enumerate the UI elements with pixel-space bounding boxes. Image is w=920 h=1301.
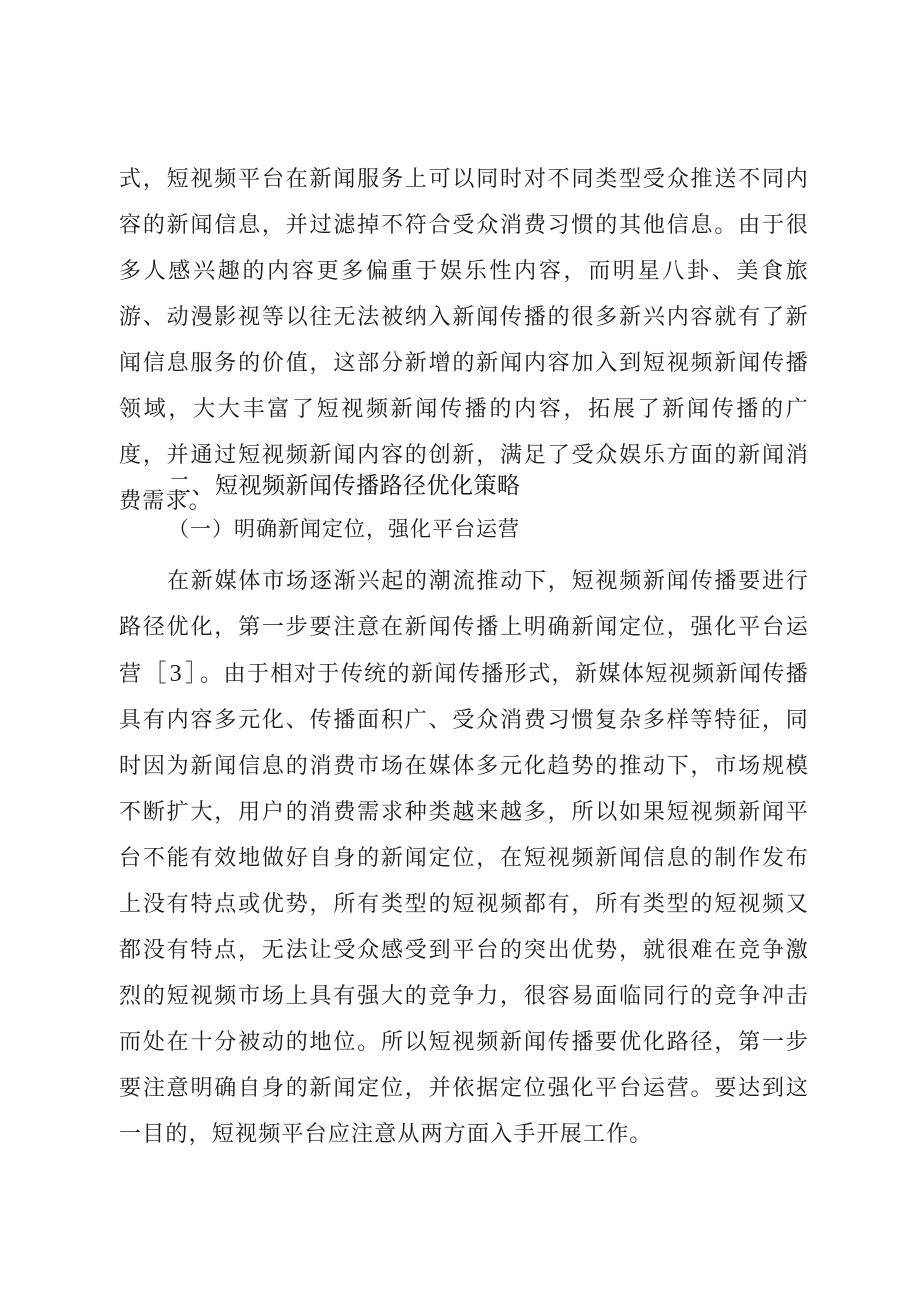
body-paragraph-continued: 式，短视频平台在新闻服务上可以同时对不同类型受众推送不同内容的新闻信息，并过滤掉不符合受众消费习惯的其他信息。由于很多人感兴趣的内容更多偏重于娱乐性内容，而明星八卦、美食旅游、动漫影视等以往无法被纳入新闻传播的很多新兴内容就有了新闻信息服务的价值，这部分新增的新闻内容加入到短视频新闻传播领域，大大丰富了短视频新闻传播的内容，拓展了新闻传播的广度，并通过短视频新闻内容的创新，满足了受众娱乐方面的新闻消费需求。 <box>119 167 809 514</box>
body-paragraph <box>119 559 809 1158</box>
paragraph-text-after-citation: 。由于相对于传统的新闻传播形式，新媒体短视频新闻传播具有内容多元化、传播面积广、受众消费习惯复杂多样等特征，同时因为新闻信息的消费市场在媒体多元化趋势的推动下，市场规模不断扩大，用户的消费需求种类越来越多，所以如果短视频新闻平台不能有效地做好自身的新闻定位，在短视频新闻信息的制作发布上没有特点或优势，所有类型的短视频都有，所有类型的短视频又都没有特点，无法让受众感受到平台的突出优势，就很难在竞争激烈的短视频市场上具有强大的竞争力，很容易面临同行的竞争冲击而处在十分被动的地位。所以短视频新闻传播要优化路径，第一步要注意明确自身的新闻定位，并依据定位强化平台运营。要达到这一目的，短视频平台应注意从两方面入手开展工作。 <box>119 662 810 1147</box>
section-heading: 二、短视频新闻传播路径优化策略 <box>168 473 521 499</box>
subsection-heading: （一）明确新闻定位，强化平台运营 <box>168 517 520 541</box>
paragraph-text-before-citation: 在新媒体市场逐渐兴起的潮流推动下，短视频新闻传播要进行路径优化，第一步要注意在新闻传播上明确新闻定位，强化平台运营 <box>119 569 809 687</box>
citation-reference: ［3］ <box>142 661 201 687</box>
